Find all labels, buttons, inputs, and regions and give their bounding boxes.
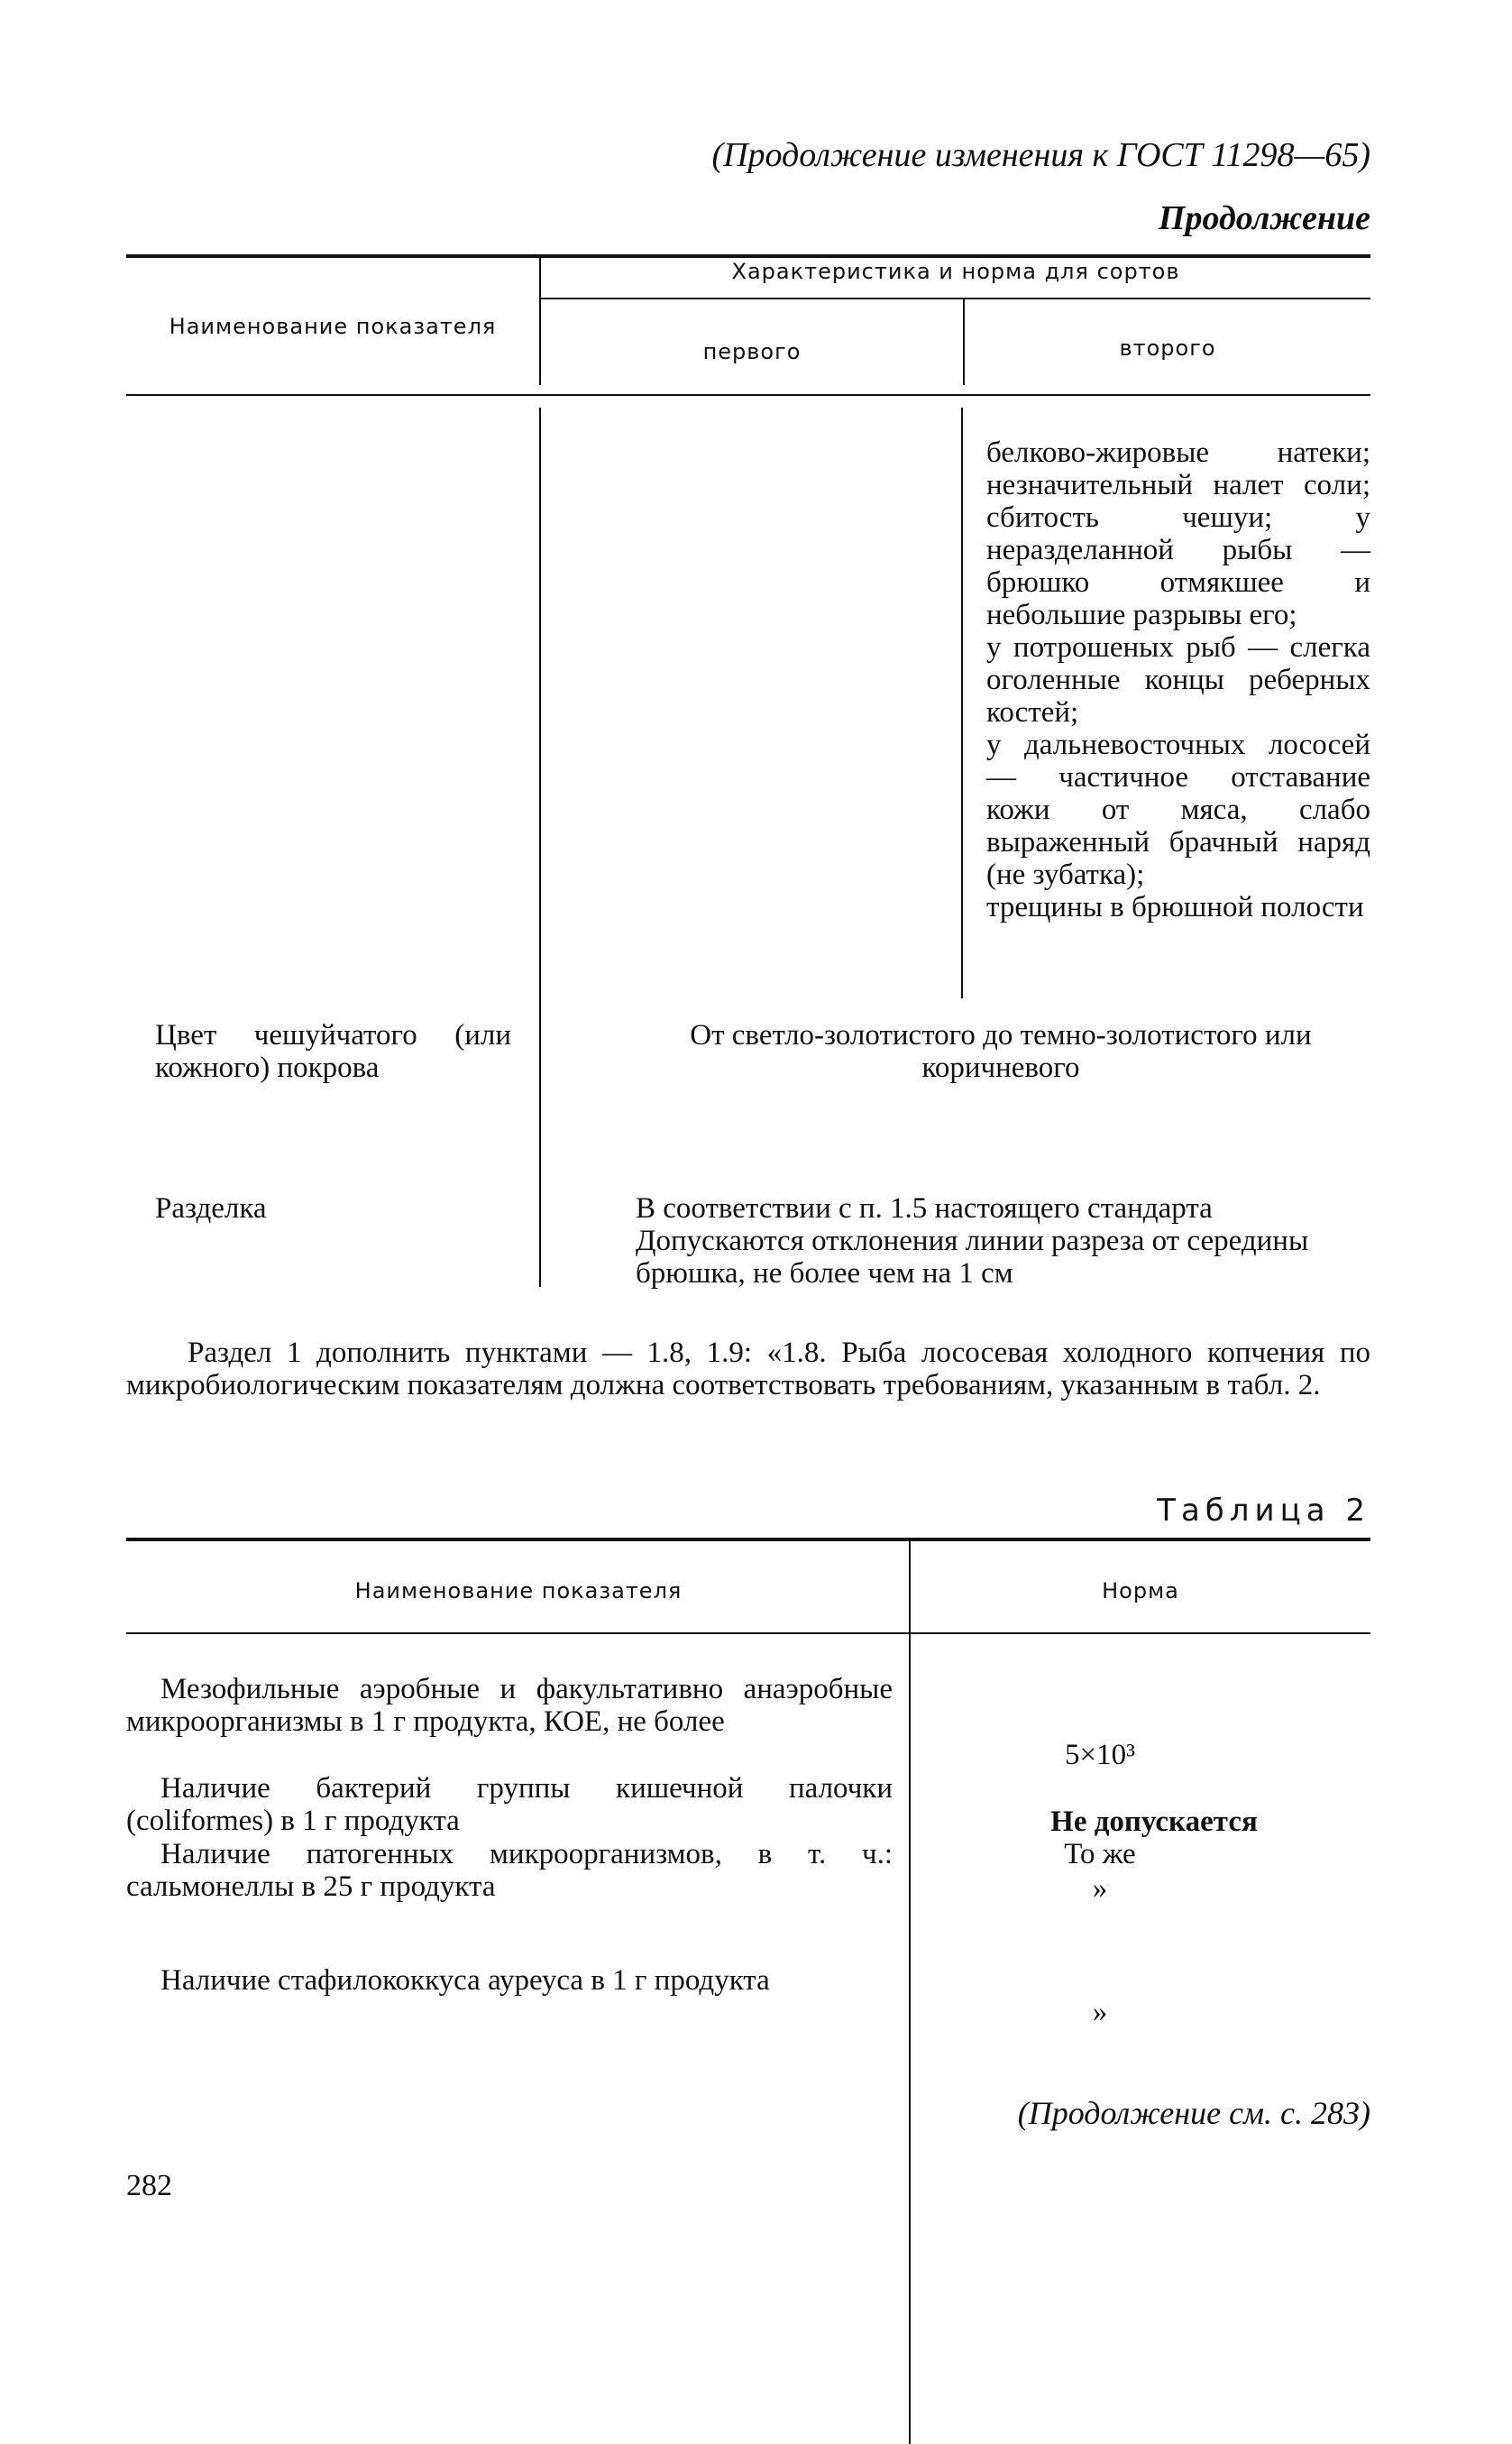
table2-header-rule bbox=[126, 1632, 1370, 1634]
table2-row-2-norm: Не допускается bbox=[1050, 1805, 1258, 1838]
table2-caption: Таблица 2 bbox=[1157, 1493, 1370, 1529]
table2-row-1-norm: 5×10³ bbox=[1064, 1739, 1135, 1771]
table1-col-first: первого bbox=[702, 339, 802, 364]
table1-body-vline-right bbox=[961, 408, 963, 998]
table1-row2-value: От светло-золотистого до темно-золотистого или коричневого bbox=[690, 1019, 1312, 1084]
page-number: 282 bbox=[126, 2169, 172, 2202]
table2-row-2-name: Наличие бактерий группы кишечной палочки (coliformes) в 1 г продукта bbox=[126, 1772, 893, 1837]
table1-header-rule bbox=[126, 394, 1370, 396]
table1-col-name-header: Наименование показателя bbox=[169, 314, 497, 339]
continuation-title: (Продолжение изменения к ГОСТ 11298—65) bbox=[711, 136, 1370, 174]
table2-row-3-norm: То же bbox=[1064, 1838, 1136, 1870]
continuation-word: Продолжение bbox=[1158, 199, 1370, 237]
table1-top-rule bbox=[126, 254, 1370, 258]
table2-col-norm-header: Норма bbox=[1102, 1578, 1179, 1603]
table2-row-1-name: Мезофильные аэробные и факультативно анаэробные микроорганизмы в 1 г продукта, КОЕ, не более bbox=[126, 1673, 893, 1738]
table2-row-5-norm: » bbox=[1092, 1996, 1108, 2028]
table2-vdivider bbox=[909, 1538, 911, 2444]
table2-row-3-name: Наличие патогенных микроорганизмов, в т. ч.: сальмонеллы в 25 г продукта bbox=[126, 1838, 893, 1903]
table2-row-5-name: Наличие стафилококкуса ауреуса в 1 г продукта bbox=[160, 1964, 770, 1997]
table2-col-name-header: Наименование показателя bbox=[354, 1578, 683, 1603]
continued-note: (Продолжение см. с. 283) bbox=[1017, 2095, 1370, 2131]
table1-row3-name: Разделка bbox=[155, 1192, 267, 1225]
table1-row3-value: В соответствии с п. 1.5 настоящего стандарта Допускаются отклонения линии разреза от середины брюшка, не более чем на 1 см bbox=[636, 1192, 1309, 1290]
table2-top-rule bbox=[126, 1538, 1370, 1541]
table1-group-rule bbox=[541, 298, 1370, 299]
table2-row-4-norm: » bbox=[1092, 1872, 1108, 1905]
table1-row2-name: Цвет чешуйчатого (или кожного) покрова bbox=[155, 1019, 511, 1084]
table1-body-vline-left bbox=[539, 408, 541, 1287]
table1-row1-second: белково-жировые натеки; незначительный налет соли; сбитость чешуи; у неразделанной рыбы — брюшко отмякшее и небольшие разрывы его; у потрошеных рыб — слегка оголенные концы реберных костей; у дальневосточных лососей — частичное отставание кожи от мяса, слабо выраженный брачный наряд (не зубатка); трещины в брюшной полости bbox=[986, 436, 1370, 923]
paragraph-section1: Раздел 1 дополнить пунктами — 1.8, 1.9: «1.8. Рыба лососевая холодного копчения по микробиологическим показателям должна соответствовать требованиям, указанным в табл. 2. bbox=[126, 1337, 1370, 1401]
table1-group-header: Характеристика и норма для сортов bbox=[731, 259, 1180, 284]
table1-col-second: второго bbox=[1119, 335, 1216, 361]
